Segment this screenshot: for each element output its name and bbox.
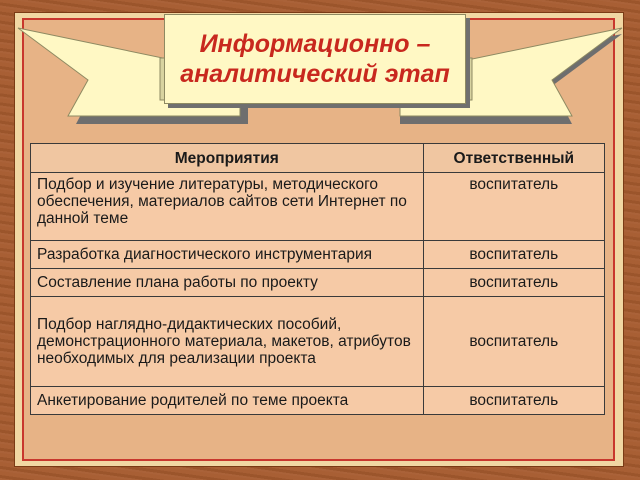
table-row	[31, 241, 605, 269]
event-cell: Подбор и изучение литературы, методического обеспечения, материалов сайтов сети Интернет по данной теме	[31, 173, 424, 241]
table-row	[31, 173, 605, 241]
events-table	[30, 143, 605, 415]
table-row	[31, 269, 605, 297]
event-cell: Подбор наглядно-дидактических пособий, демонстрационного материала, макетов, атрибутов необходимых для реализации проекта	[31, 297, 424, 387]
responsible-cell: воспитатель	[423, 387, 604, 415]
event-cell: Составление плана работы по проекту	[31, 269, 424, 297]
page-title	[180, 29, 450, 89]
table-row	[31, 387, 605, 415]
responsible-cell: воспитатель	[423, 241, 604, 269]
header-responsible: Ответственный	[423, 144, 604, 173]
responsible-cell: воспитатель	[423, 269, 604, 297]
event-cell: Анкетирование родителей по теме проекта	[31, 387, 424, 415]
responsible-cell: воспитатель	[423, 297, 604, 387]
table-row	[31, 297, 605, 387]
responsible-cell: воспитатель	[423, 173, 604, 241]
title-line-2: аналитический этап	[180, 60, 450, 88]
title-banner	[164, 14, 466, 104]
event-cell: Разработка диагностического инструментария	[31, 241, 424, 269]
header-events: Мероприятия	[31, 144, 424, 173]
table-header-row	[31, 144, 605, 173]
title-line-1: Информационно –	[199, 30, 431, 58]
